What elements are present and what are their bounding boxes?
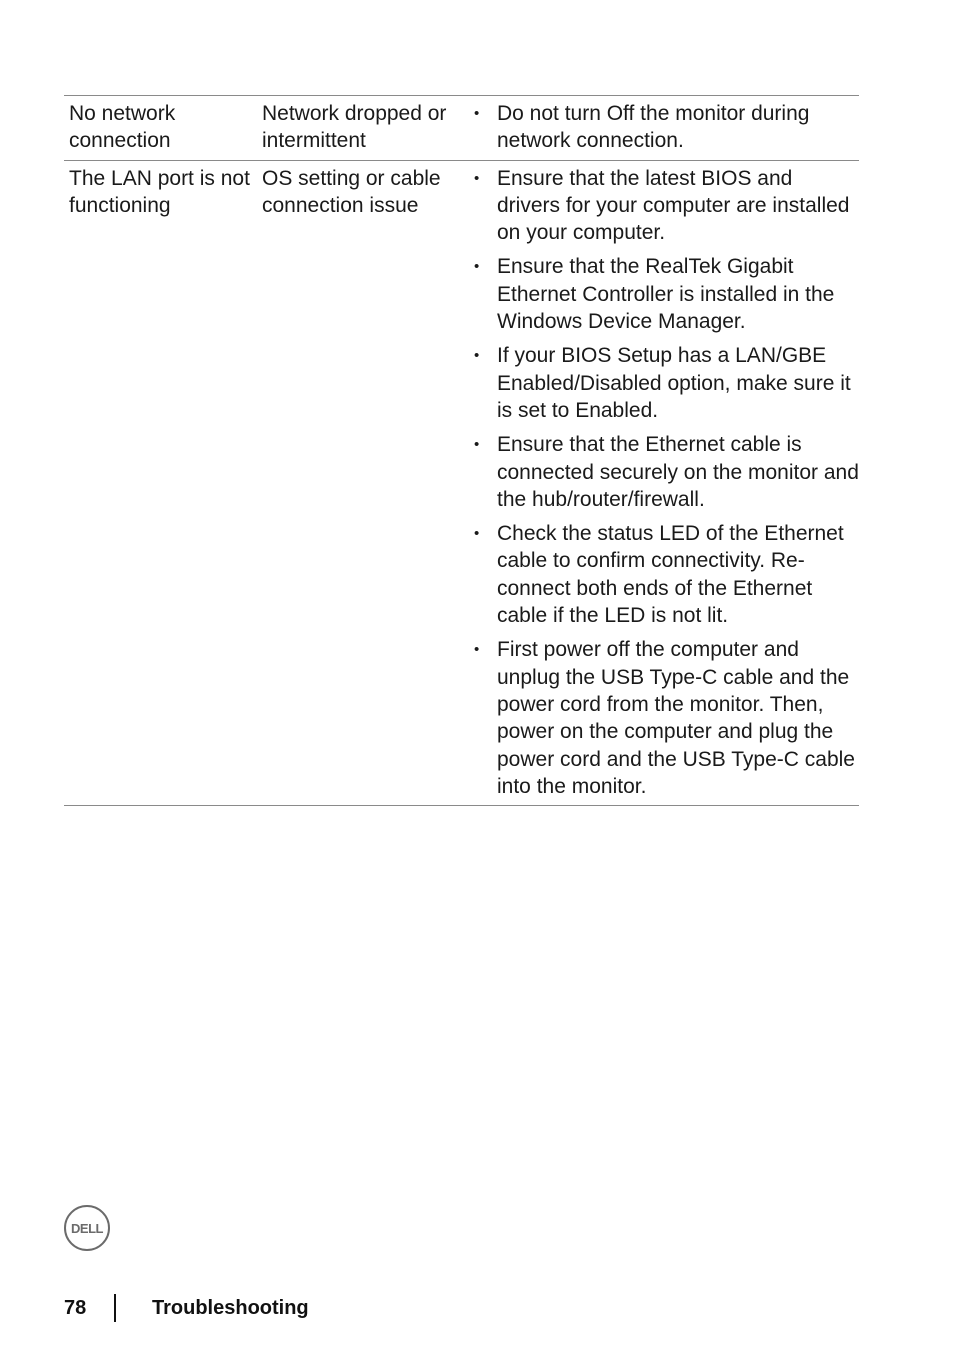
solution-item: • First power off the computer and unplug the USB Type-C cable and the power cord from the monitor. Then, power on the computer and plug the power cord and the USB Type-C cable into the monitor. [474,638,855,798]
solution-item: • Ensure that the latest BIOS and drivers for your computer are installed on your computer. [474,166,850,245]
bullet-icon: • [474,258,480,276]
solution-item: • Ensure that the RealTek Gigabit Ethernet Controller is installed in the Windows Device Manager. [474,255,835,334]
solution-item: • Ensure that the Ethernet cable is connected securely on the monitor and the hub/router/firewall. [474,433,859,511]
problem-cell: The LAN port is not functioning [69,166,250,217]
section-title: Troubleshooting [152,1296,309,1319]
solutions-cell [464,165,859,801]
bullet-icon: • [474,169,480,187]
page-number: 78 [64,1296,87,1319]
symptom-cell: OS setting or cable connection issue [262,166,441,217]
table-row [64,96,859,161]
solution-item: • Check the status LED of the Ethernet cable to confirm connectivity. Re-connect both ends of the Ethernet cable if the LED is not lit. [474,522,844,628]
table-row [64,161,859,807]
bullet-icon: • [474,347,480,365]
bullet-icon: • [474,641,480,659]
bullet-icon: • [474,105,480,122]
solution-item: • If your BIOS Setup has a LAN/GBE Enabled/Disabled option, make sure it is set to Enabled. [474,344,851,422]
logo-text: DELL [71,1220,103,1236]
dell-logo-icon [64,1205,110,1251]
page-footer [64,1293,309,1323]
troubleshooting-table [64,95,859,806]
symptom-cell: Network dropped or intermittent [262,102,447,152]
bullet-icon: • [474,525,480,543]
solutions-cell [464,100,859,155]
footer-divider [114,1294,116,1322]
bullet-icon: • [474,436,480,454]
problem-cell: No network connection [69,102,176,152]
solution-item: • Do not turn Off the monitor during network connection. [474,102,810,153]
